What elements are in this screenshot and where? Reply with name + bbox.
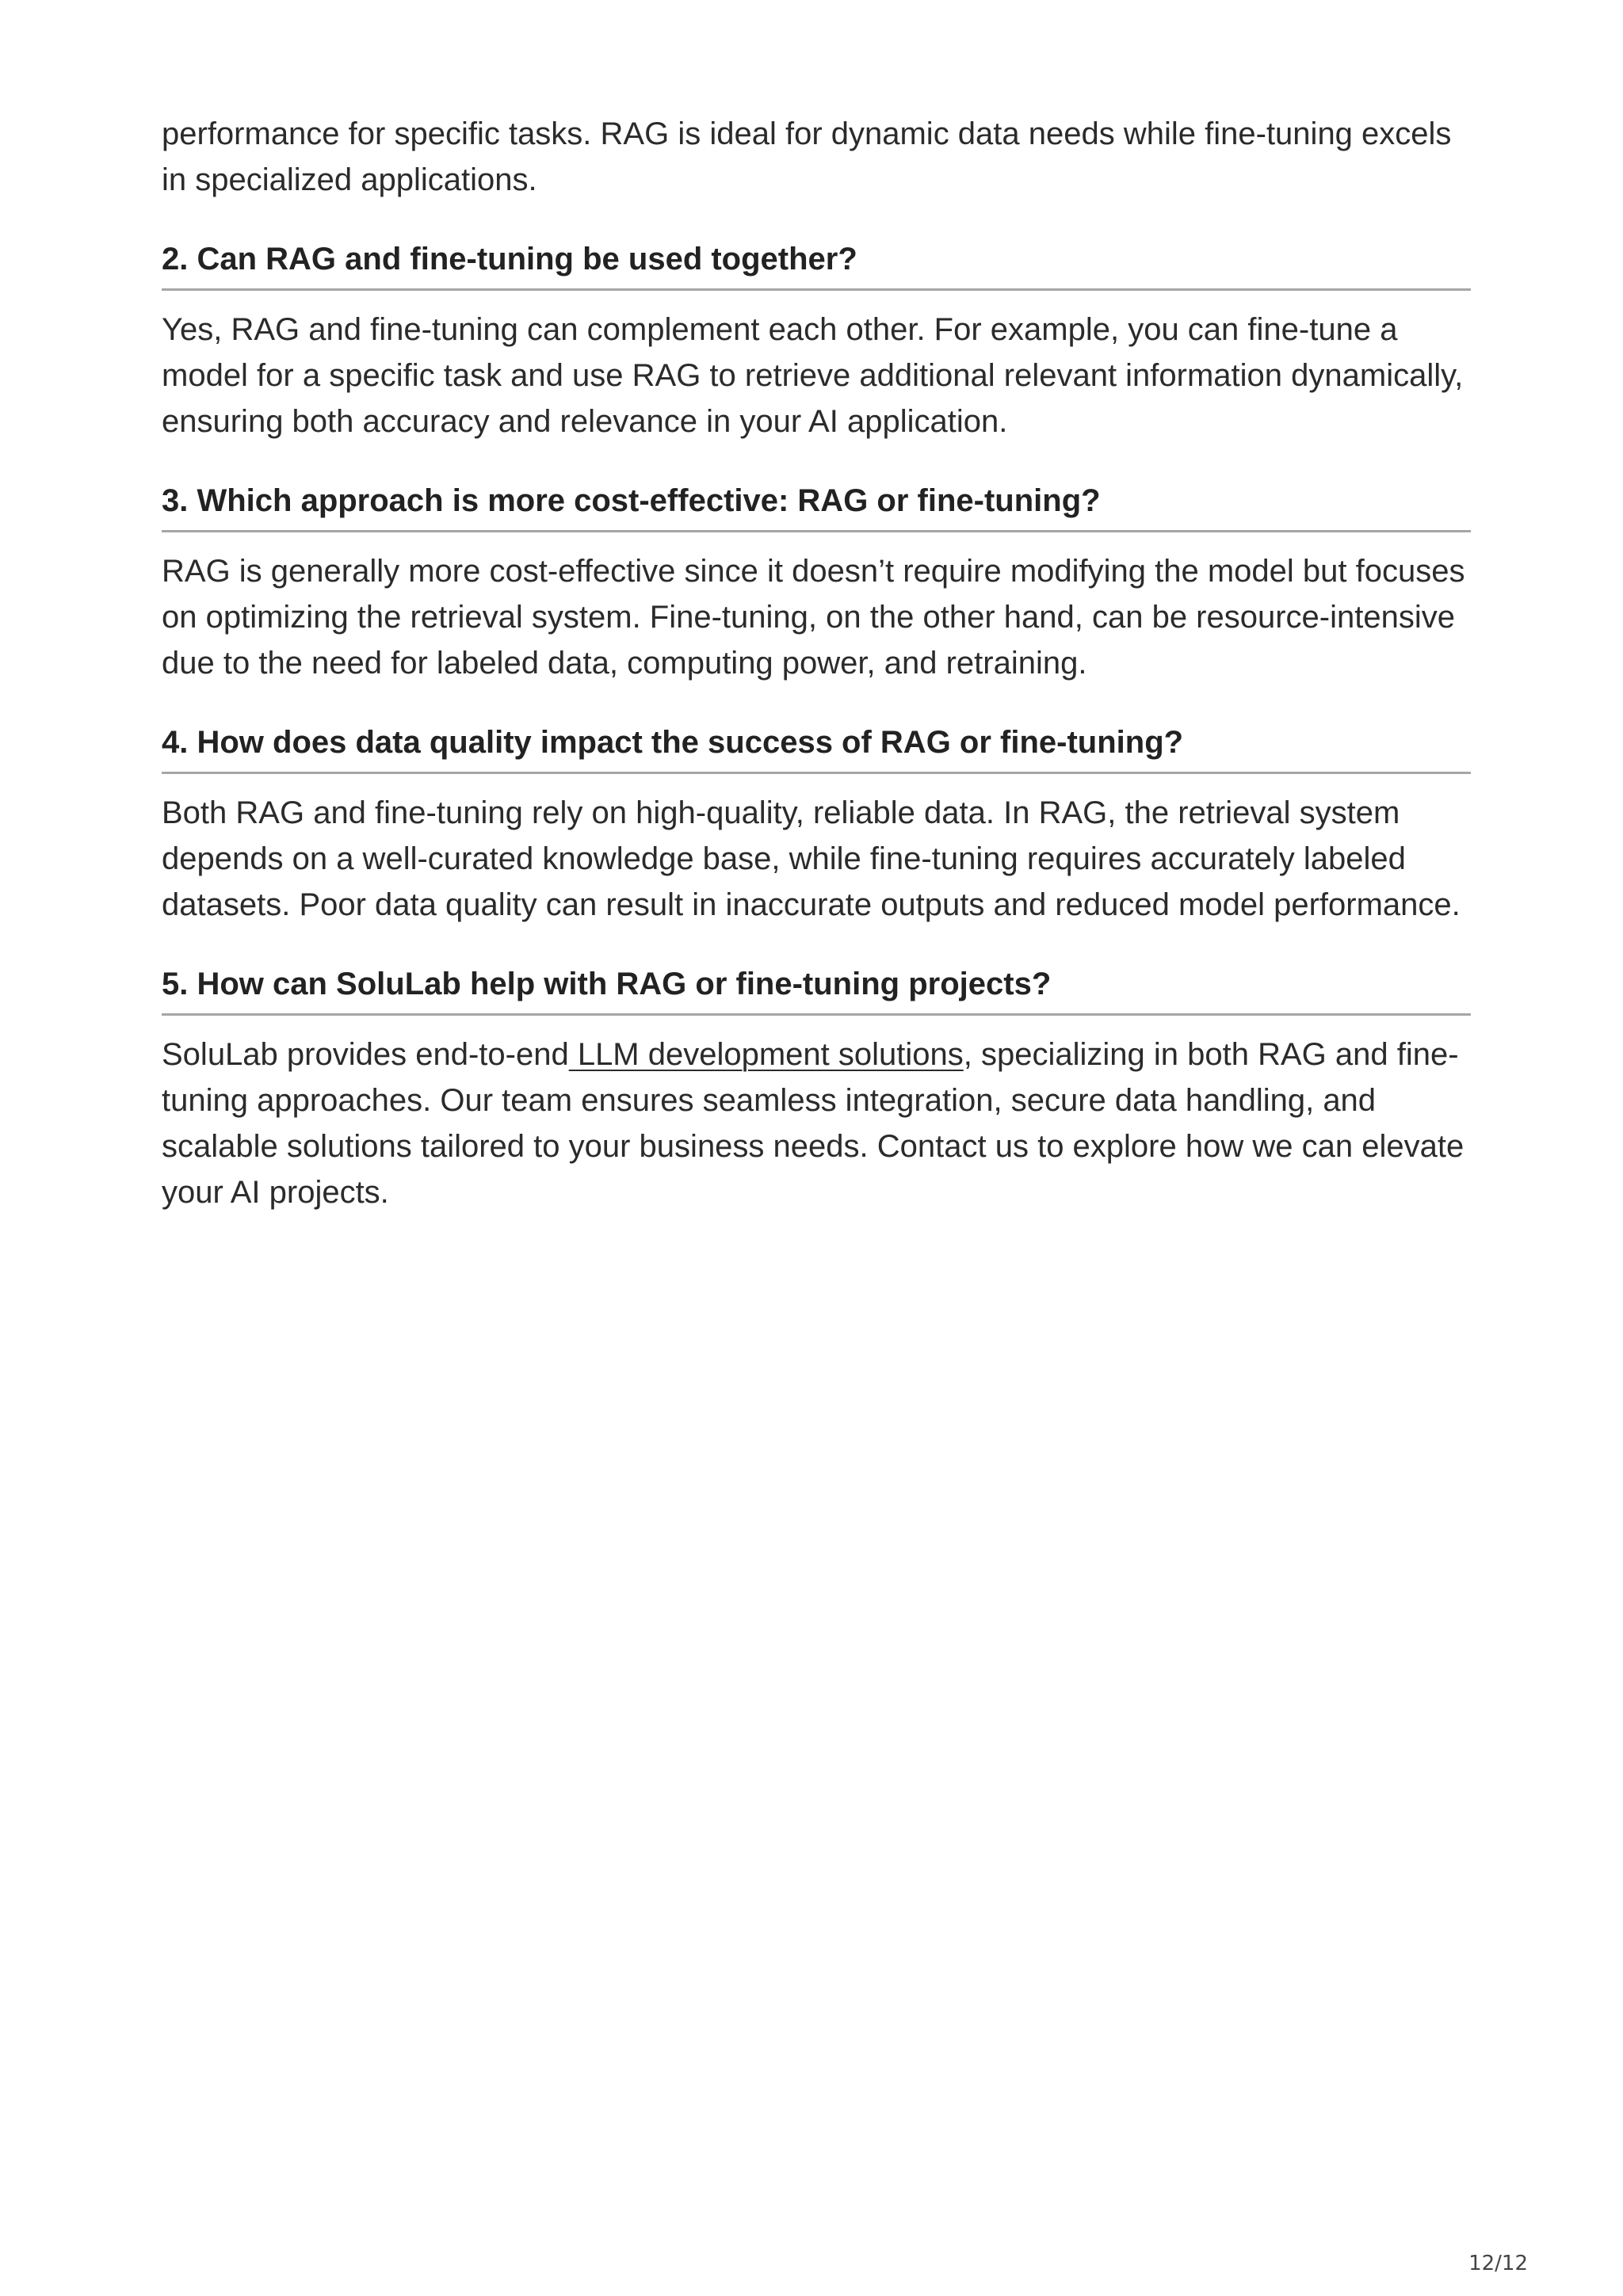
faq-answer-5 xyxy=(162,1032,1471,1215)
faq-answer-5-text-after: , specializing in both RAG and fine-tuning approaches. Our team ensures seamless integration, secure data handling, and scalable solutions tailored to your business needs. Contact us to explore how we can elevate your AI projects. xyxy=(162,1037,1465,1210)
faq-question-4: 4. How does data quality impact the success of RAG or fine-tuning? xyxy=(162,719,1471,774)
document-page xyxy=(162,111,1471,1215)
faq-item-4 xyxy=(162,719,1471,928)
faq-answer-5-text-before: SoluLab provides end-to-end xyxy=(162,1037,569,1072)
faq-question-2: 2. Can RAG and fine-tuning be used together? xyxy=(162,236,1471,291)
faq-question-5: 5. How can SoluLab help with RAG or fine-tuning projects? xyxy=(162,961,1471,1016)
faq-answer-2: Yes, RAG and fine-tuning can complement each other. For example, you can fine-tune a model for a specific task and use RAG to retrieve additional relevant information dynamically, ensuring both accuracy and relevance in your AI application. xyxy=(162,312,1464,439)
faq-item-2 xyxy=(162,236,1471,444)
faq-item-3 xyxy=(162,478,1471,686)
faq-answer-4: Both RAG and fine-tuning rely on high-quality, reliable data. In RAG, the retrieval system depends on a well-curated knowledge base, while fine-tuning requires accurately labeled datasets. Poor data quality can result in inaccurate outputs and reduced model performance. xyxy=(162,795,1461,922)
faq-question-3: 3. Which approach is more cost-effective: RAG or fine-tuning? xyxy=(162,478,1471,532)
faq-item-5 xyxy=(162,961,1471,1215)
page-number: 12/12 xyxy=(1468,2252,1528,2275)
faq-answer-3: RAG is generally more cost-effective since it doesn’t require modifying the model but focuses on optimizing the retrieval system. Fine-tuning, on the other hand, can be resource-intensive due to the need for labeled data, computing power, and retraining. xyxy=(162,554,1465,681)
llm-development-solutions-link[interactable]: LLM development solutions xyxy=(568,1037,964,1072)
intro-paragraph: performance for specific tasks. RAG is ideal for dynamic data needs while fine-tuning excels in specialized applications. xyxy=(162,116,1452,197)
